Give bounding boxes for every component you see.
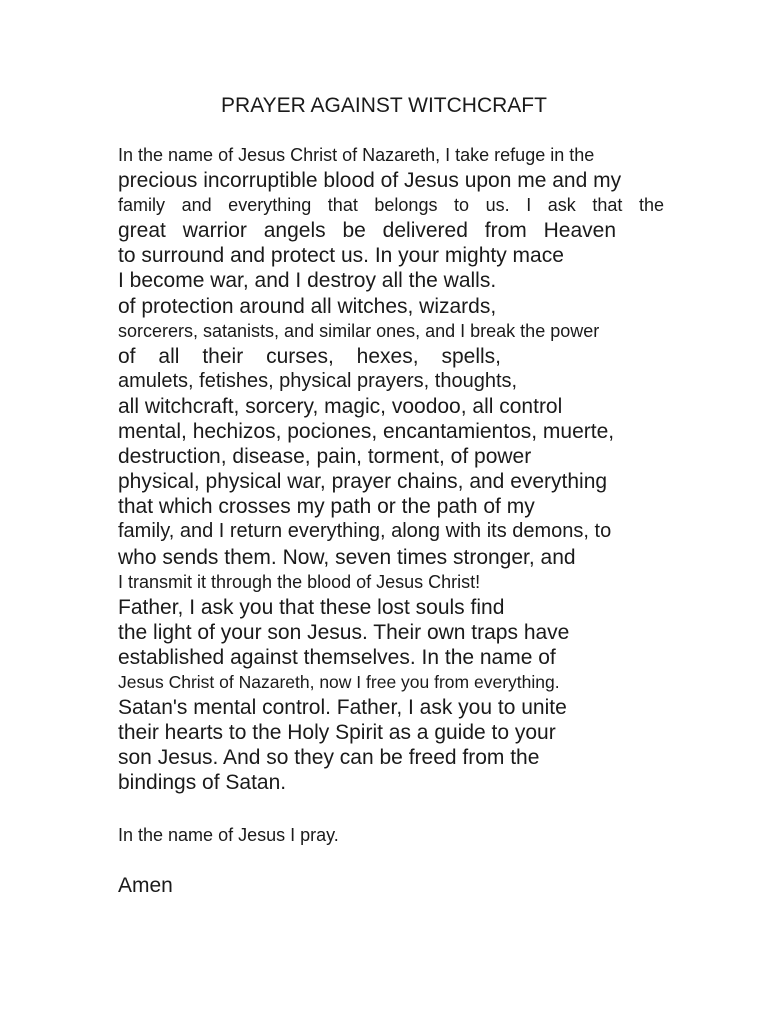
prayer-line: destruction, disease, pain, torment, of power (118, 445, 532, 469)
prayer-line: family and everything that belongs to us. I ask that the (118, 195, 664, 216)
prayer-line: of all their curses, hexes, spells, (118, 344, 501, 368)
prayer-line: mental, hechizos, pociones, encantamientos, muerte, (118, 420, 615, 444)
prayer-line: bindings of Satan. (118, 771, 287, 795)
prayer-line: son Jesus. And so they can be freed from the (118, 746, 540, 770)
prayer-line: who sends them. Now, seven times stronger, and (118, 545, 576, 569)
prayer-line: In the name of Jesus Christ of Nazareth, I take refuge in the (118, 145, 595, 165)
prayer-line: physical, physical war, prayer chains, and everything (118, 470, 608, 494)
prayer-line: I transmit it through the blood of Jesus Christ! (118, 571, 481, 592)
prayer-line: Father, I ask you that these lost souls find (118, 595, 505, 619)
prayer-line: family, and I return everything, along with its demons, to (118, 520, 612, 543)
closing-line: In the name of Jesus I pray. (118, 825, 339, 845)
prayer-line: to surround and protect us. In your mighty mace (118, 244, 564, 268)
prayer-line: Satan's mental control. Father, I ask you to unite (118, 696, 567, 720)
prayer-line: Jesus Christ of Nazareth, now I free you from everything. (118, 671, 560, 692)
prayer-line: precious incorruptible blood of Jesus upon me and my (118, 169, 622, 193)
prayer-line: that which crosses my path or the path of my (118, 495, 535, 519)
prayer-line: I become war, and I destroy all the walls. (118, 269, 497, 293)
prayer-line: established against themselves. In the name of (118, 645, 556, 669)
prayer-line: all witchcraft, sorcery, magic, voodoo, all control (118, 394, 563, 418)
prayer-line: amulets, fetishes, physical prayers, thoughts, (118, 369, 518, 392)
document-title: PRAYER AGAINST WITCHCRAFT (221, 94, 547, 117)
amen-line: Amen (118, 874, 173, 897)
prayer-body (118, 143, 698, 795)
prayer-line: sorcerers, satanists, and similar ones, and I break the power (118, 320, 600, 341)
prayer-line: their hearts to the Holy Spirit as a guide to your (118, 721, 556, 745)
prayer-line: of protection around all witches, wizards, (118, 294, 497, 318)
prayer-line: great warrior angels be delivered from Heaven (118, 219, 616, 243)
prayer-line: the light of your son Jesus. Their own traps have (118, 620, 570, 644)
